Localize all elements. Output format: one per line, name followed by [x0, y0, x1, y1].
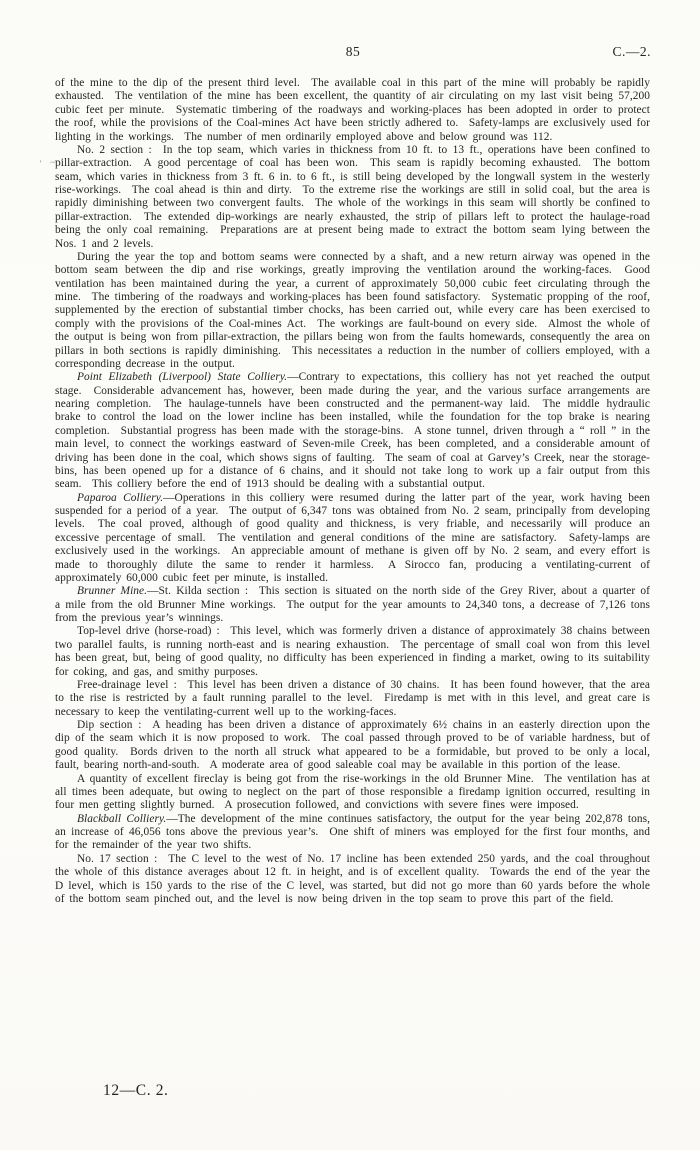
paragraph-fireclay [55, 773, 650, 813]
paragraph-body: No. 17 section : The C level to the west of No. 17 incline has been extended 250 yards, and the coal throughout the whole of this distance averages about 12 ft. in height, and is of excellent quality. Towards the end of the year the D level, which is 150 yards to the rise of the C level, was started, but did not go more than 60 yards before the whole of the bottom seam pinched out, and the level is now being driven in the top seam to prove this part of the field. [55, 852, 650, 905]
body-text [55, 77, 650, 906]
paragraph-dip-section [55, 719, 650, 773]
colliery-name-italic: Point Elizabeth (Liverpool) State Colliery. [77, 371, 288, 384]
paragraph-body: —St. Kilda section : This section is situated on the north side of the Grey River, about a quarter of a mile from the old Brunner Mine workings. The output for the year amounts to 24,340 tons, a decrease of 7,126 tons from the previous year’s winnings. [55, 585, 650, 624]
paragraph-no-2-section [55, 144, 650, 251]
paragraph-body: No. 2 section : In the top seam, which varies in thickness from 10 ft. to 13 ft., operations have been confined to pillar-extraction. A good percentage of coal has been won. This seam is rapidly becoming exhausted. The bottom seam, which varies in thickness from 3 ft. 6 in. to 6 ft., is still being developed by the longwall system in the westerly rise-workings. The coal ahead is thin and dirty. To the extreme rise the workings are still in solid coal, but the area is rapidly diminishing between two convergent faults. The whole of the workings in this seam will shortly be confined to pillar-extraction. The extended dip-workings are nearly exhausted, the strip of pillars left to protect the haulage-road being the only coal remaining. Preparations are at present being made to extract the bottom seam lying between the Nos. 1 and 2 levels. [55, 143, 650, 250]
paragraph-body: Dip section : A heading has been driven a distance of approximately 6½ chains in an easterly direction upon the dip of the seam which it is now proposed to work. The coal passed through proved to be of variable hardness, but of good quality. Bords driven to the north all struck what appeared to be a formidable, but proved to be only a local, fault, bearing north-and-south. A moderate area of good saleable coal may be available in this portion of the lease. [55, 719, 650, 772]
handwritten-margin-mark: ' ~ [39, 157, 60, 170]
paragraph-body: Top-level drive (horse-road) : This level, which was formerly driven a distance of approximately 38 chains between two parallel faults, is running north-east and is nearing exhaustion. The percentage of small coal won from this level has been great, but, being of good quality, no difficulty has been experienced in finding a market, owing to its suitability for coking, and gas, and smithy purposes. [55, 625, 650, 678]
paragraph-body: Free-drainage level : This level has been driven a distance of 30 chains. It has been found however, that the area to the rise is restricted by a fault running parallel to the level. Firedamp is met with in this level, and great care is necessary to keep the ventilating-current well up to the working-faces. [55, 678, 650, 718]
running-head [55, 44, 651, 62]
paragraph-during-the-year [55, 251, 650, 371]
paragraph-top-level-drive [55, 625, 650, 679]
paragraph-blackball-colliery [55, 813, 650, 853]
paragraph-no-17-section [55, 853, 650, 907]
colliery-name-italic: Brunner Mine. [77, 585, 148, 598]
colliery-name-italic: Paparoa Colliery. [77, 491, 164, 504]
paragraph-free-drainage-level [55, 679, 650, 719]
paragraph-mine-dip-continuation [55, 77, 650, 144]
paragraph-body: —Contrary to expectations, this colliery has not yet reached the output stage. Considerable advancement has, however, been made during the year, and the various surface arrangements are nearing completion. The haulage-tunnels have been constructed and the permanent-way laid. The middle hydraulic brake to control the load on the lower incline has been installed, while the foundation for the top brake is nearing completion. Substantial progress has been made with the storage-bins. A stone tunnel, driven through a “ roll ” in the main level, to connect the workings eastward of Seven-mile Creek, has been completed, and a considerable amount of driving has been done in the coal, which shows signs of faulting. The seam of coal at Garvey’s Creek, near the storage-bins, has been opened up for a distance of 6 chains, and it should not take long to work up a fair output from this seam. This colliery before the end of 1913 should be dealing with a substantial output. [55, 371, 650, 491]
paragraph-paparoa-colliery [55, 492, 650, 586]
paragraph-body: —Operations in this colliery were resumed during the latter part of the year, work having been suspended for a period of a year. The output of 6,347 tons was obtained from No. 2 seam, principally from developing levels. The coal proved, although of good quality and thickness, is very friable, and necessarily will produce an excessive percentage of small. The ventilation and general conditions of the mine are satisfactory. Safety-lamps are exclusively used in the workings. An appreciable amount of methane is given off by No. 2 seam, and every effort is made to thoroughly dilute the same to render it harmless. A Sirocco fan, producing a ventilating-current of approximately 60,000 cubic feet per minute, is installed. [55, 491, 650, 584]
printer-signature: 12—C. 2. [103, 1082, 169, 1099]
paragraph-body: A quantity of excellent fireclay is being got from the rise-workings in the old Brunner Mine. The ventilation has at all times been adequate, but owing to neglect on the part of those responsible a firedamp ignition occurred, resulting in four men getting slightly burned. A prosecution followed, and convictions with severe fines were imposed. [55, 772, 650, 812]
colliery-name-italic: Blackball Colliery. [77, 812, 167, 825]
page-reference: C.—2. [612, 44, 651, 59]
paragraph-body: of the mine to the dip of the present third level. The available coal in this part of the mine will probably be rapidly exhausted. The ventilation of the mine has been excellent, the quantity of air circulating on my last visit being 57,200 cubic feet per minute. Systematic timbering of the roadways and working-places has been adopted in order to protect the roof, while the provisions of the Coal-mines Act have been strictly adhered to. Safety-lamps are exclusively used for lighting in the workings. The number of men ordinarily employed above and below ground was 112. [55, 77, 650, 143]
paragraph-body: —The development of the mine continues satisfactory, the output for the year being 202,878 tons, an increase of 46,056 tons above the previous year’s. One shift of miners was employed for the first four months, and for the remainder of the year two shifts. [55, 812, 650, 852]
paragraph-brunner-mine [55, 585, 650, 625]
paragraph-body: During the year the top and bottom seams were connected by a shaft, and a new return airway was opened in the bottom seam between the dip and rise workings, greatly improving the ventilation around the working-faces. Good ventilation has been maintained during the year, a current of approximately 50,000 cubic feet circulating through the mine. The timbering of the roadways and working-places has been found satisfactory. Systematic propping of the roof, supplemented by the erection of substantial timber chocks, has been carried out, while every care has been exercised to comply with the provisions of the Coal-mines Act. The workings are fault-bound on every side. Almost the whole of the output is being won from pillar-extraction, the pillars being won from the faults homewards, consequently the area on pillars in both sections is rapidly diminishing. This necessitates a reduction in the number of colliers employed, with a corresponding decrease in the output. [55, 250, 650, 370]
paragraph-point-elizabeth-colliery [55, 371, 650, 491]
page-number: 85 [345, 44, 361, 59]
